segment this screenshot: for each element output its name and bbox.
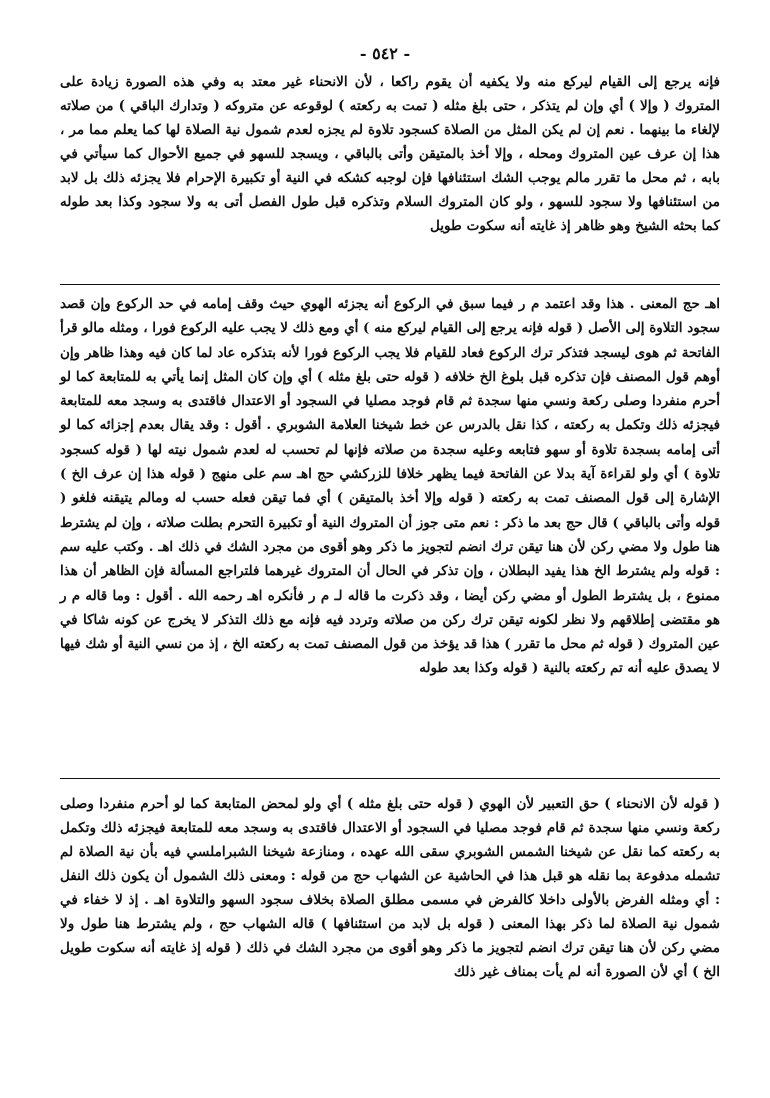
commentary-first: اهـ حج المعنى . هذا وقد اعتمد م ر فيما سبق في الركوع أنه يجزئه الهوي حيث وقف إمامه في حد الركوع وإن قصد سجود التلاوة إلى الأصل ( قوله فإنه يرجع إلى القيام ليركع منه ) أي ومع ذلك لا يجب عليه الركوع فورا ، ومثله مالو قرأ الفاتحة ثم هوى ليسجد فتذكر ترك الركوع فعاد للقيام فلا يجب الركوع فورا لأنه بتذكره عاد لما كان فيه وهذا ظاهر وإن أوهم قول المصنف فإن تذكره قبل بلوغ الخ خلافه ( قوله حتى بلغ مثله ) أي وإن كان المثل إنما يأتي به للمتابعة كما لو أحرم منفردا وصلى ركعة ونسي منها سجدة ثم قام فوجد مصليا في السجود أو الاعتدال فاقتدى به وسجد معه للمتابعة فيجزئه ذلك وتكمل به ركعته ، كذا نقل بالدرس عن خط شيخنا العلامة الشوبري . أقول : وقد يقال بعدم إجزائه كما لو أتى إمامه بسجدة تلاوة أو سهو فتابعه وعليه سجدة من صلاته فإنها لم تحسب له لعدم شمول نيته لها ( قوله كسجود تلاوة ) أي ولو لقراءة آية بدلا عن الفاتحة فيما يظهر خلافا للزركشي حج اهـ سم على منهج ( قوله هذا إن عرف الخ ) الإشارة إلى قول المصنف تمت به ركعته ( قوله وإلا أخذ بالمتيقن ) أي فما تيقن فعله حسب له ومالم يتيقنه فلغو ( قوله وأتى بالباقي ) قال حج بعد ما ذكر : نعم متى جوز أن المتروك النية أو تكبيرة التحرم بطلت صلاته ، وإن لم يشترط هنا طول ولا مضي ركن لأن هنا تيقن ترك انضم لتجويز ما ذكر وهو أقوى من مجرد الشك في ذلك اهـ . وكتب عليه سم : قوله ولم يشترط الخ هذا يفيد البطلان ، وإن تذكر في الحال أن المتروك غيرهما فلتراجع المسألة فإن الظاهر أن هذا ممنوع ، بل يشترط الطول أو مضي ركن أيضا ، وقد ذكرت ما قاله لـ م ر فأنكره اهـ رحمه الله . أقول : وما قاله م ر هو مقتضى إطلاقهم ولا نظر لكونه تيقن ترك ركن من صلاته وتردد فيه فإنه مع ذلك التذكر لا يخرج عن كونه شاكا في عين المتروك ( قوله ثم محل ما تقرر ) هذا قد يؤخذ من قول المصنف تمت به ركعته الخ ، إذ من نسي النية أو شك فيها لا يصدق عليه أنه تم ركعته بالنية ( قوله وكذا بعد طوله — [60, 296, 720, 677]
divider-bottom — [60, 778, 720, 779]
main-text: فإنه يرجع إلى القيام ليركع منه ولا يكفيه أن يقوم راكعا ، لأن الانحناء غير معتد به وفي هذه الصورة زيادة على المتروك ( وإلا ) أي وإن لم يتذكر ، حتى بلغ مثله ( تمت به ركعته ) لوقوعه عن متروكه ( وتدارك الباقي ) من صلاته لإلغاء ما بينهما . نعم إن لم يكن المثل من الصلاة كسجود تلاوة لم يجزه لعدم شمول نية الصلاة لها كما يعلم مما مر ، هذا إن عرف عين المتروك ومحله ، وإلا أخذ بالمتيقن وأتى بالباقي ، ويسجد للسهو في جميع الأحوال كما سيأتي في بابه ، ثم محل ما تقرر مالم يوجب الشك استئنافها فإن لوجبه كشكه في النية أو تكبيرة الإحرام فلا يجزئه ذلك بل لابد من استئنافها ولا سجود للسهو ، ولو كان المتروك السلام وتذكره قبل طول الفصل أتى به ولا سجود وكذا بعد طوله كما بحثه الشيخ وهو ظاهر إذ غايته أنه سكوت طويل — [60, 74, 720, 234]
commentary-second: ( قوله لأن الانحناء ) حق التعبير لأن الهوي ( قوله حتى بلغ مثله ) أي ولو لمحض المتابعة كما لو أحرم منفردا وصلى ركعة ونسي منها سجدة ثم قام فوجد مصليا في السجود أو الاعتدال فاقتدى به وسجد معه للمتابعة فيجزئه ذلك وتكمل به ركعته كما نقل عن شيخنا الشمس الشوبري سقى الله عهده ، ومنازعة شيخنا الشبراملسي فيه بأن نية الصلاة لم تشمله مدفوعة بما نقله هو قبل هذا في الحاشية عن الشهاب حج من قوله : ومعنى ذلك الشمول أن يكون ذلك النفل : أي ومثله الفرض بالأولى داخلا كالفرض في مسمى مطلق الصلاة بخلاف سجود السهو والتلاوة اهـ . إذ لا خفاء في شمول نية الصلاة لما ذكر بهذا المعنى ( قوله بل لابد من استئنافها ) قاله الشهاب حج ، ولم يشترط هنا طول ولا مضي ركن لأن هنا تيقن ترك انضم لتجويز ما ذكر وهو أقوى من مجرد الشك في ذلك ( قوله إذ غايته أنه سكوت طويل الخ ) أي لأن الصورة أنه لم يأت بمناف غير ذلك — [60, 796, 720, 980]
page-number: - ٥٤٢ - — [359, 44, 411, 63]
divider-top — [60, 284, 720, 285]
